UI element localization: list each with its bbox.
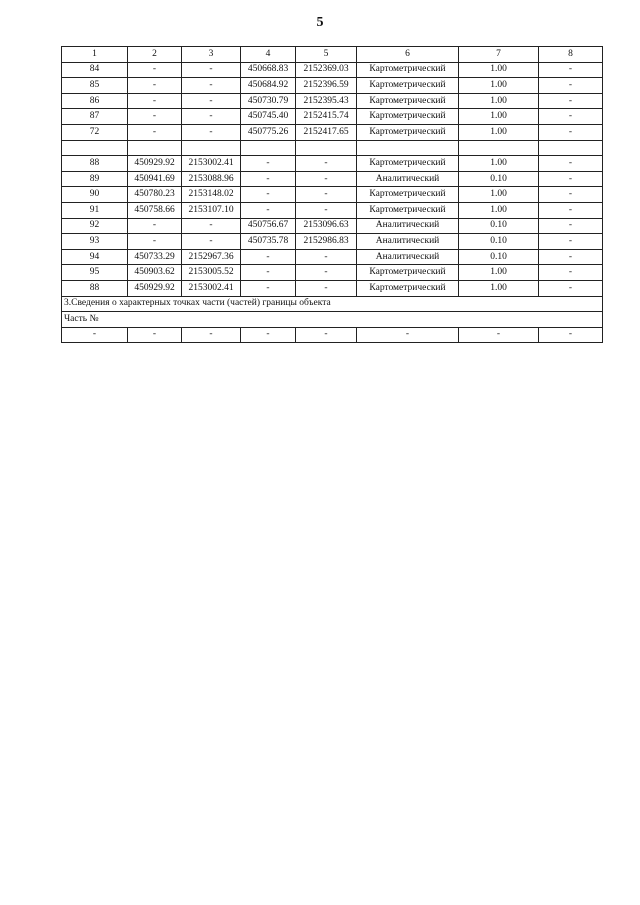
header-cell: 8 (539, 47, 603, 63)
table-cell: 88 (62, 156, 128, 172)
table-cell: - (296, 202, 357, 218)
table-cell: 1.00 (459, 124, 539, 140)
section-title: 3.Сведения о характерных точках части (частей) границы объекта (62, 296, 603, 312)
table-cell: - (128, 93, 182, 109)
table-cell: 2152417.65 (296, 124, 357, 140)
table-cell: 2153148.02 (182, 187, 241, 203)
table-cell: - (241, 327, 296, 343)
table-cell: 87 (62, 109, 128, 125)
table-cell: - (539, 202, 603, 218)
table-cell: 0.10 (459, 249, 539, 265)
table-cell: 0.10 (459, 171, 539, 187)
table-cell: - (182, 327, 241, 343)
table-row (62, 93, 603, 109)
table-cell: 88 (62, 280, 128, 296)
table-cell: 450775.26 (241, 124, 296, 140)
table-cell: 450756.67 (241, 218, 296, 234)
table-cell: 94 (62, 249, 128, 265)
table-cell: - (296, 249, 357, 265)
table-cell: - (128, 78, 182, 94)
table-cell: 450929.92 (128, 280, 182, 296)
header-cell: 5 (296, 47, 357, 63)
table-cell: - (241, 187, 296, 203)
table-cell: - (62, 327, 128, 343)
table-cell: 1.00 (459, 62, 539, 78)
table-cell: - (539, 280, 603, 296)
table-cell: 85 (62, 78, 128, 94)
table-row (62, 78, 603, 94)
table-cell: - (357, 327, 459, 343)
table-cell: - (296, 156, 357, 172)
table-cell: 72 (62, 124, 128, 140)
table-cell: - (241, 249, 296, 265)
table-cell: 1.00 (459, 265, 539, 281)
part-label-row (62, 312, 603, 328)
table-cell: - (241, 202, 296, 218)
header-row (62, 47, 603, 63)
table-cell: 1.00 (459, 187, 539, 203)
header-cell: 2 (128, 47, 182, 63)
table-row (62, 249, 603, 265)
table-cell: 91 (62, 202, 128, 218)
blank-separator-row (62, 140, 603, 156)
table-cell: - (539, 156, 603, 172)
table-cell: - (539, 218, 603, 234)
header-cell: 1 (62, 47, 128, 63)
table-cell: Картометрический (357, 62, 459, 78)
table-cell: 2153096.63 (296, 218, 357, 234)
table-cell: 2152967.36 (182, 249, 241, 265)
table-cell: Картометрический (357, 93, 459, 109)
table-cell: - (182, 124, 241, 140)
table-cell: - (128, 218, 182, 234)
table-cell: - (182, 109, 241, 125)
table-cell: 1.00 (459, 78, 539, 94)
table-cell: - (241, 156, 296, 172)
header-cell: 7 (459, 47, 539, 63)
section-title-row (62, 296, 603, 312)
table-cell: - (241, 265, 296, 281)
table-cell: 2153107.10 (182, 202, 241, 218)
table-row (62, 265, 603, 281)
table-cell: - (539, 187, 603, 203)
table-cell: - (296, 187, 357, 203)
table-cell: - (182, 62, 241, 78)
table-cell: - (182, 93, 241, 109)
table-cell: 2153002.41 (182, 156, 241, 172)
table-cell: 84 (62, 62, 128, 78)
table-cell: Картометрический (357, 265, 459, 281)
table-cell: - (539, 93, 603, 109)
table-cell: - (539, 109, 603, 125)
table-cell: 450735.78 (241, 234, 296, 250)
table-cell: - (539, 265, 603, 281)
table-cell: 450903.62 (128, 265, 182, 281)
table-cell: 0.10 (459, 218, 539, 234)
table-cell: 1.00 (459, 280, 539, 296)
table-cell: 2152369.03 (296, 62, 357, 78)
table-cell: - (539, 249, 603, 265)
table-row (62, 109, 603, 125)
table-cell: - (539, 124, 603, 140)
table-cell: - (128, 109, 182, 125)
table-cell: Аналитический (357, 218, 459, 234)
table-body (62, 47, 603, 343)
table-cell: 86 (62, 93, 128, 109)
table-cell: Аналитический (357, 249, 459, 265)
table-cell: - (128, 62, 182, 78)
table-cell: - (128, 327, 182, 343)
table-cell: 2152986.83 (296, 234, 357, 250)
table-cell: 1.00 (459, 156, 539, 172)
table-cell: Аналитический (357, 171, 459, 187)
table-cell: Картометрический (357, 156, 459, 172)
table-cell: 90 (62, 187, 128, 203)
table-cell: 92 (62, 218, 128, 234)
table-cell: Картометрический (357, 124, 459, 140)
table-row (62, 187, 603, 203)
table-cell: Картометрический (357, 187, 459, 203)
table-row (62, 218, 603, 234)
table-row (62, 156, 603, 172)
table-cell: Картометрический (357, 78, 459, 94)
table-cell: - (128, 124, 182, 140)
table-cell: - (182, 78, 241, 94)
table-row (62, 202, 603, 218)
table-cell: Картометрический (357, 280, 459, 296)
table-cell: 450668.83 (241, 62, 296, 78)
table-cell: Картометрический (357, 202, 459, 218)
table-cell: 2153002.41 (182, 280, 241, 296)
table-cell: - (296, 327, 357, 343)
table-cell: - (296, 265, 357, 281)
table-cell: 450733.29 (128, 249, 182, 265)
table-cell: 1.00 (459, 109, 539, 125)
table-cell: - (241, 171, 296, 187)
table-cell: 2153088.96 (182, 171, 241, 187)
table-cell: - (539, 62, 603, 78)
table-cell: 2152415.74 (296, 109, 357, 125)
table-cell: 2152395.43 (296, 93, 357, 109)
table-cell: 450684.92 (241, 78, 296, 94)
table-cell: - (539, 234, 603, 250)
table-cell: - (296, 171, 357, 187)
table-cell: 93 (62, 234, 128, 250)
table-cell: - (539, 327, 603, 343)
last-row (62, 327, 603, 343)
table-cell: - (296, 280, 357, 296)
table-cell: 1.00 (459, 202, 539, 218)
header-cell: 4 (241, 47, 296, 63)
table-cell: - (459, 327, 539, 343)
table-row (62, 171, 603, 187)
table-cell: - (128, 234, 182, 250)
table-cell: 450758.66 (128, 202, 182, 218)
table-row (62, 124, 603, 140)
table-cell: - (539, 171, 603, 187)
table-cell: 89 (62, 171, 128, 187)
header-cell: 3 (182, 47, 241, 63)
table-cell: 450730.79 (241, 93, 296, 109)
table-cell: 450941.69 (128, 171, 182, 187)
table-cell: 450780.23 (128, 187, 182, 203)
table-cell: - (539, 78, 603, 94)
boundary-points-table (61, 46, 603, 343)
part-label: Часть № (62, 312, 603, 328)
table-row (62, 62, 603, 78)
table-cell: Аналитический (357, 234, 459, 250)
table-cell: - (182, 234, 241, 250)
table-cell: 450745.40 (241, 109, 296, 125)
table-cell: 1.00 (459, 93, 539, 109)
table-row (62, 280, 603, 296)
page-number: 5 (316, 15, 324, 30)
table-cell: 2152396.59 (296, 78, 357, 94)
table-cell: - (182, 218, 241, 234)
table-cell: 450929.92 (128, 156, 182, 172)
header-cell: 6 (357, 47, 459, 63)
table-cell: 0.10 (459, 234, 539, 250)
table-cell: 2153005.52 (182, 265, 241, 281)
table-row (62, 234, 603, 250)
table-cell: 95 (62, 265, 128, 281)
table-cell: - (241, 280, 296, 296)
table-cell: Картометрический (357, 109, 459, 125)
